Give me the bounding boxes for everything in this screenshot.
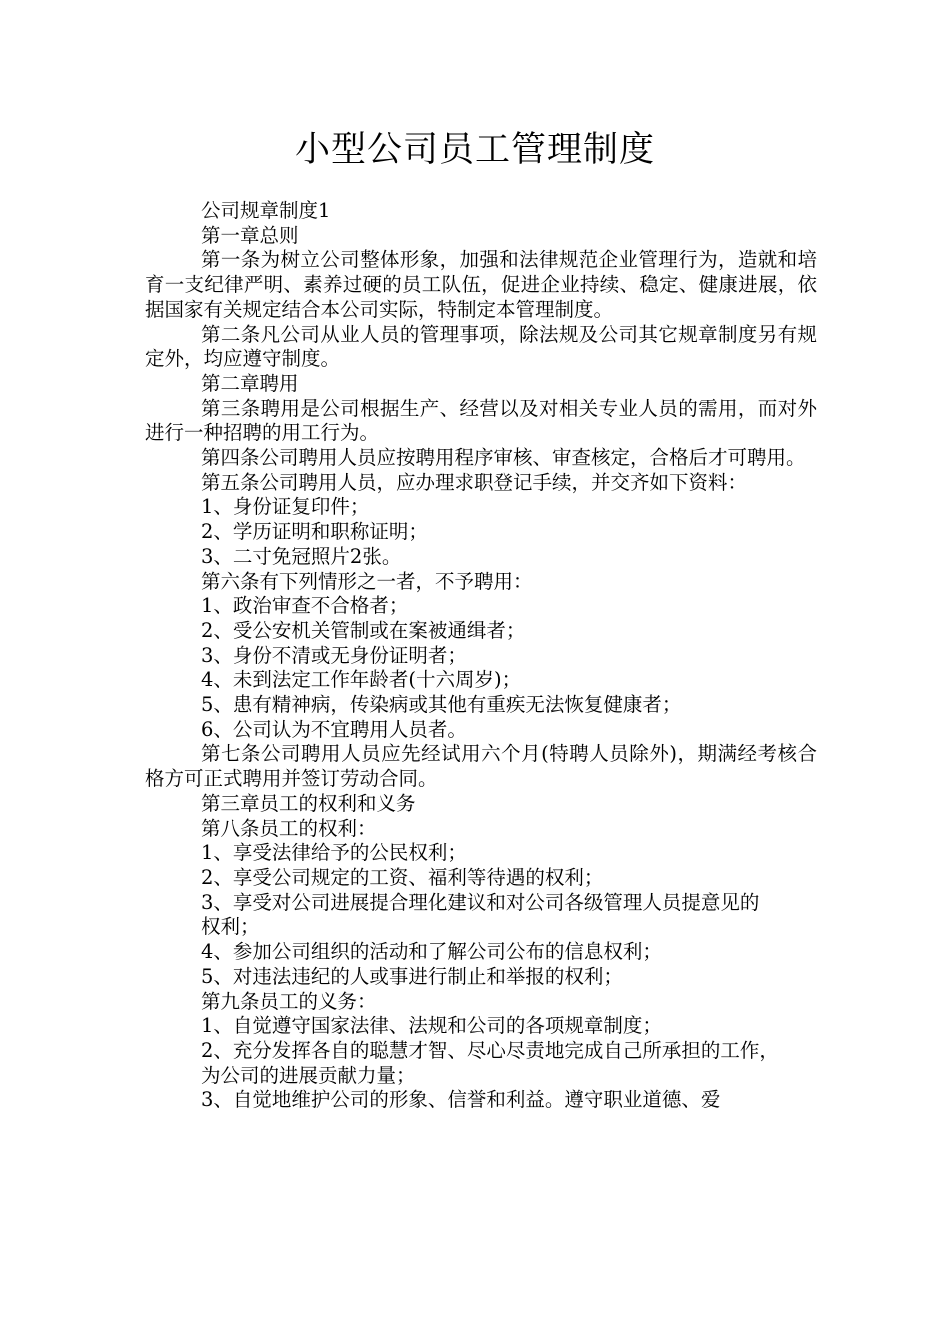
paragraph: 公司规章制度1 [201, 199, 331, 222]
paragraph: 2、学历证明和职称证明； [201, 520, 428, 544]
paragraph: 2、充分发挥各自的聪慧才智、尽心尽责地完成自己所承担的工作， [201, 1038, 779, 1062]
paragraph: 第二条凡公司从业人员的管理事项，除法规及公司其它规章制度另有规定外，均应遵守制度。 [145, 322, 817, 371]
document-body [145, 199, 817, 1113]
paragraph: 权利； [201, 915, 260, 939]
paragraph: 4、参加公司组织的活动和了解公司公布的信息权利； [201, 940, 662, 964]
paragraph: 第八条员工的权利： [201, 816, 377, 840]
paragraph: 第四条公司聘用人员应按聘用程序审核、审查核定，合格后才可聘用。 [201, 446, 806, 470]
paragraph: 2、享受公司规定的工资、福利等待遇的权利； [201, 865, 604, 889]
paragraph: 5、患有精神病，传染病或其他有重疾无法恢复健康者； [201, 693, 682, 717]
paragraph: 第九条员工的义务： [201, 989, 377, 1013]
paragraph: 为公司的进展贡献力量； [201, 1063, 416, 1087]
paragraph: 第二章聘用 [201, 371, 299, 395]
paragraph: 第一条为树立公司整体形象，加强和法律规范企业管理行为，造就和培育一支纪律严明、素养过硬的员工队伍，促进企业持续、稳定、健康进展，依据国家有关规定结合本公司实际，特制定本管理制度。 [145, 248, 817, 321]
paragraph: 1、政治审查不合格者； [201, 594, 409, 618]
paragraph: 第三条聘用是公司根据生产、经营以及对相关专业人员的需用，而对外进行一种招聘的用工行为。 [145, 396, 817, 445]
paragraph: 1、享受法律给予的公民权利； [201, 841, 467, 865]
paragraph: 第七条公司聘用人员应先经试用六个月(特聘人员除外)，期满经考核合格方可正式聘用并签订劳动合同。 [145, 742, 817, 791]
paragraph: 第六条有下列情形之一者，不予聘用： [201, 569, 533, 593]
paragraph: 第一章总则 [201, 223, 299, 247]
paragraph: 3、享受对公司进展提合理化建议和对公司各级管理人员提意见的 [201, 890, 760, 914]
paragraph: 2、受公安机关管制或在案被通缉者； [201, 618, 526, 642]
paragraph: 6、公司认为不宜聘用人员者。 [201, 717, 467, 741]
paragraph: 5、对违法违纪的人或事进行制止和举报的权利； [201, 964, 623, 988]
document-title: 小型公司员工管理制度 [294, 130, 655, 170]
paragraph: 3、自觉地维护公司的形象、信誉和利益。遵守职业道德、爱 [201, 1088, 721, 1112]
paragraph: 3、二寸免冠照片2张。 [201, 544, 402, 568]
paragraph: 第三章员工的权利和义务 [201, 791, 416, 815]
paragraph: 3、身份不清或无身份证明者； [201, 643, 467, 667]
paragraph: 第五条公司聘用人员，应办理求职登记手续，并交齐如下资料： [201, 470, 748, 494]
paragraph: 4、未到法定工作年龄者(十六周岁)； [201, 668, 522, 692]
paragraph: 1、自觉遵守国家法律、法规和公司的各项规章制度； [201, 1014, 662, 1038]
paragraph: 1、身份证复印件； [201, 495, 370, 519]
